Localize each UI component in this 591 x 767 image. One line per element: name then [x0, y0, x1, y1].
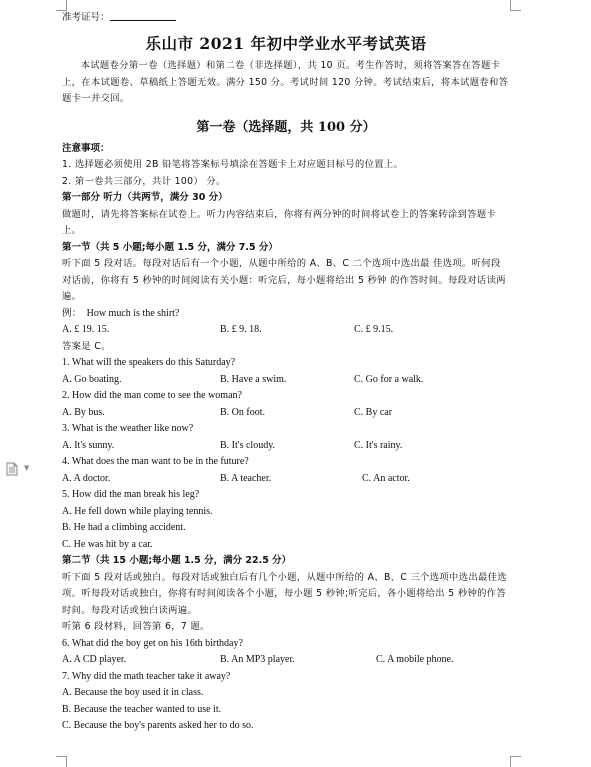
- notes-item-1: 1. 选择题必须使用 2B 铅笔将答案标号填涂在答题卡上对应题目标号的位置上。: [62, 159, 404, 171]
- question-4-options: [62, 471, 510, 488]
- exam-id-row: [62, 10, 510, 26]
- part1-title: 第一卷（选择题，共 100 分）: [196, 119, 376, 135]
- q5-option-b: B. He had a climbing accident.: [62, 522, 186, 534]
- q1-option-c: C. Go for a walk.: [354, 373, 424, 385]
- section1-heading: 第一部分 听力（共两节，满分 30 分）: [62, 192, 228, 204]
- question-1: 1. What will the speakers do this Saturday?: [62, 357, 236, 369]
- crop-mark-bottom-right: [510, 756, 521, 767]
- intro-paragraph: 本试题卷分第一卷（选择题）和第二卷（非选择题），共 10 页。考生作答时，须将答案答在答题卡上，在本试题卷、草稿纸上答题无效。满分 150 分。考试时间 120 分钟。考试结束后，将本试题卷和答题卡一并交回。: [62, 60, 509, 105]
- example-question-text: How much is the shirt?: [86, 307, 180, 319]
- question-1-options: [62, 372, 510, 389]
- q2-option-a: A. By bus.: [62, 406, 105, 418]
- q7-option-c: C. Because the boy's parents asked her to do so.: [62, 720, 254, 732]
- notes-item-2: 2. 第一卷共三部分，共计 100） 分。: [62, 175, 226, 187]
- q1-option-a: A. Go boating.: [62, 373, 122, 385]
- crop-mark-top-right: [510, 0, 521, 11]
- question-3: 3. What is the weather like now?: [62, 423, 194, 435]
- q3-option-b: B. It's cloudy.: [220, 439, 276, 451]
- exam-id-blank: [110, 10, 176, 21]
- example-option-c: C. £ 9.15.: [354, 324, 394, 336]
- question-6-options: [62, 652, 510, 669]
- exam-content: [62, 10, 510, 735]
- part-one-heading: 第一节（共 5 小题;每小题 1.5 分，满分 7.5 分）: [62, 241, 278, 253]
- question-6: 6. What did the boy get on his 16th birthday?: [62, 637, 243, 649]
- q7-option-a: A. Because the boy used it in class.: [62, 687, 204, 699]
- q3-option-a: A. It's sunny.: [62, 439, 115, 451]
- example-answer: 答案是 C。: [62, 340, 111, 352]
- question-5: 5. How did the man break his leg?: [62, 489, 200, 501]
- page-title: 乐山市 2021 年初中学业水平考试英语: [145, 34, 427, 54]
- part-two-heading: 第二节（共 15 小题;每小题 1.5 分，满分 22.5 分）: [62, 555, 292, 567]
- question-3-options: [62, 438, 510, 455]
- question-7: 7. Why did the math teacher take it away?: [62, 670, 231, 682]
- example-option-b: B. £ 9. 18.: [220, 324, 262, 336]
- q6-option-b: B. An MP3 player.: [220, 654, 295, 666]
- question-2-options: [62, 405, 510, 422]
- crop-mark-bottom-left: [56, 756, 67, 767]
- question-4: 4. What does the man want to be in the future?: [62, 456, 249, 468]
- q5-option-a: A. He fell down while playing tennis.: [62, 505, 213, 517]
- example-options: [62, 322, 510, 339]
- part-two-material: 听第 6 段材料，回答第 6，7 题。: [62, 621, 210, 633]
- q2-option-c: C. By car: [354, 406, 393, 418]
- section1-instruction: 做题时，请先将答案标在试卷上。听力内容结束后，你将有两分钟的时间将试卷上的答案转涂到答题卡上。: [62, 208, 497, 237]
- dropdown-caret-icon[interactable]: ▼: [24, 464, 30, 472]
- q7-option-b: B. Because the teacher wanted to use it.: [62, 703, 222, 715]
- notes-heading: 注意事项：: [62, 142, 110, 154]
- q4-option-a: A. A doctor.: [62, 472, 111, 484]
- q5-option-c: C. He was hit by a car.: [62, 538, 153, 550]
- q4-option-c: C. An actor.: [362, 472, 410, 484]
- q1-option-b: B. Have a swim.: [220, 373, 287, 385]
- example-option-a: A. £ 19. 15.: [62, 324, 110, 336]
- q4-option-b: B. A teacher.: [220, 472, 272, 484]
- q3-option-c: C. It's rainy.: [354, 439, 403, 451]
- exam-id-label: 准考证号：: [62, 12, 110, 23]
- document-icon[interactable]: [6, 462, 18, 476]
- part-one-instruction: 听下面 5 段对话。每段对话后有一个小题，从题中所给的 A、B、C 二个选项中选出最 佳选项。听何段对话前，你将有 5 秒钟的时间阅读有关小题：听完后，每小题将给出 5 秒钟 的作答时间。每段对话读两遍。: [62, 258, 506, 303]
- q2-option-b: B. On foot.: [220, 406, 265, 418]
- q6-option-c: C. A mobile phone.: [376, 654, 454, 666]
- question-2: 2. How did the man come to see the woman?: [62, 390, 242, 402]
- q6-option-a: A. A CD player.: [62, 654, 127, 666]
- example-question: [62, 306, 510, 323]
- part-two-instruction: 听下面 5 段对话或独白。每段对话或独白后有几个小题，从题中所给的 A、B、C 三个选项中选出最佳选项。听每段对话或独白，你将有时间阅读各个小题，每小题 5 秒钟;听完后，各小题将给出 5 秒钟的作答时间。每段对话或独白读两遍。: [62, 571, 507, 616]
- example-label: 例：: [62, 307, 82, 319]
